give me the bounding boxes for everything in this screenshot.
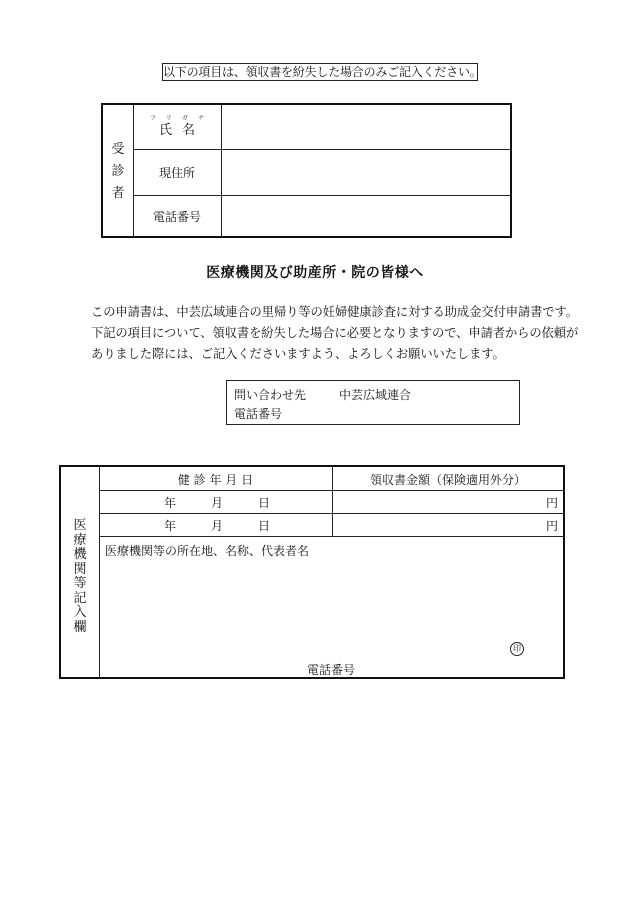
phone-row — [133, 196, 510, 236]
contact-label: 問い合わせ先 — [234, 388, 307, 402]
yen-label: 円 — [545, 519, 558, 533]
year-label: 年 — [164, 519, 177, 533]
institution-address-label: 医療機関等の所在地、名称、代表者名 — [105, 544, 310, 558]
name-label-cell — [133, 105, 222, 149]
contact-box — [226, 380, 520, 425]
patient-side-char: 受 — [111, 142, 125, 157]
instruction-paragraph — [91, 302, 579, 365]
grid-line — [99, 536, 563, 537]
patient-side-char: 者 — [111, 186, 125, 201]
address-row — [133, 150, 510, 196]
name-row — [133, 105, 510, 150]
month-label: 月 — [211, 496, 224, 510]
paragraph-line: この申請書は、中芸広域連合の里帰り等の妊婦健康診査に対する助成金交付申請書です。 — [91, 305, 578, 319]
seal-mark: 印 — [510, 642, 524, 656]
medical-side-char: 機 — [73, 547, 87, 562]
medical-side-cell — [61, 467, 100, 677]
medical-side-char: 等 — [73, 576, 87, 591]
patient-side-cell — [103, 105, 134, 236]
grid-line — [99, 490, 563, 491]
phone-label: 電話番号 — [133, 196, 222, 236]
contact-phone-label: 電話番号 — [234, 407, 283, 421]
year-label: 年 — [164, 496, 177, 510]
day-label: 日 — [258, 496, 271, 510]
name-label: 氏名 — [158, 123, 205, 138]
yen-label: 円 — [545, 496, 558, 510]
medical-side-char: 関 — [73, 561, 87, 577]
paragraph-line: 下記の項目について、領収書を紛失した場合に必要となりますので、申請者からの依頼が — [91, 326, 579, 340]
page-heading: 医療機関及び助産所・院の皆様へ — [206, 265, 424, 281]
grid-line — [99, 513, 563, 514]
date-column-header: 健 診 年 月 日 — [177, 473, 254, 487]
notice-box: 以下の項目は、領収書を紛失した場合のみご記入ください。 — [163, 65, 482, 79]
institution-phone-label: 電話番号 — [306, 663, 355, 677]
paragraph-line: ありました際には、ご記入くださいますよう、よろしくお願いいたします。 — [91, 347, 505, 361]
medical-side-char: 入 — [73, 605, 87, 620]
medical-side-char: 欄 — [73, 619, 87, 635]
address-label: 現住所 — [133, 150, 222, 195]
medical-side-char: 記 — [73, 590, 87, 606]
day-label: 日 — [258, 519, 271, 533]
month-label: 月 — [211, 519, 224, 533]
contact-org: 中芸広域連合 — [339, 388, 412, 402]
medical-side-char: 療 — [73, 532, 87, 548]
patient-table — [101, 103, 512, 238]
furigana-label: フリガナ — [150, 115, 214, 122]
medical-side-char: 医 — [73, 518, 87, 533]
amount-column-header: 領収書金額（保険適用外分） — [369, 473, 526, 487]
patient-side-char: 診 — [111, 164, 125, 179]
medical-table — [59, 465, 565, 679]
